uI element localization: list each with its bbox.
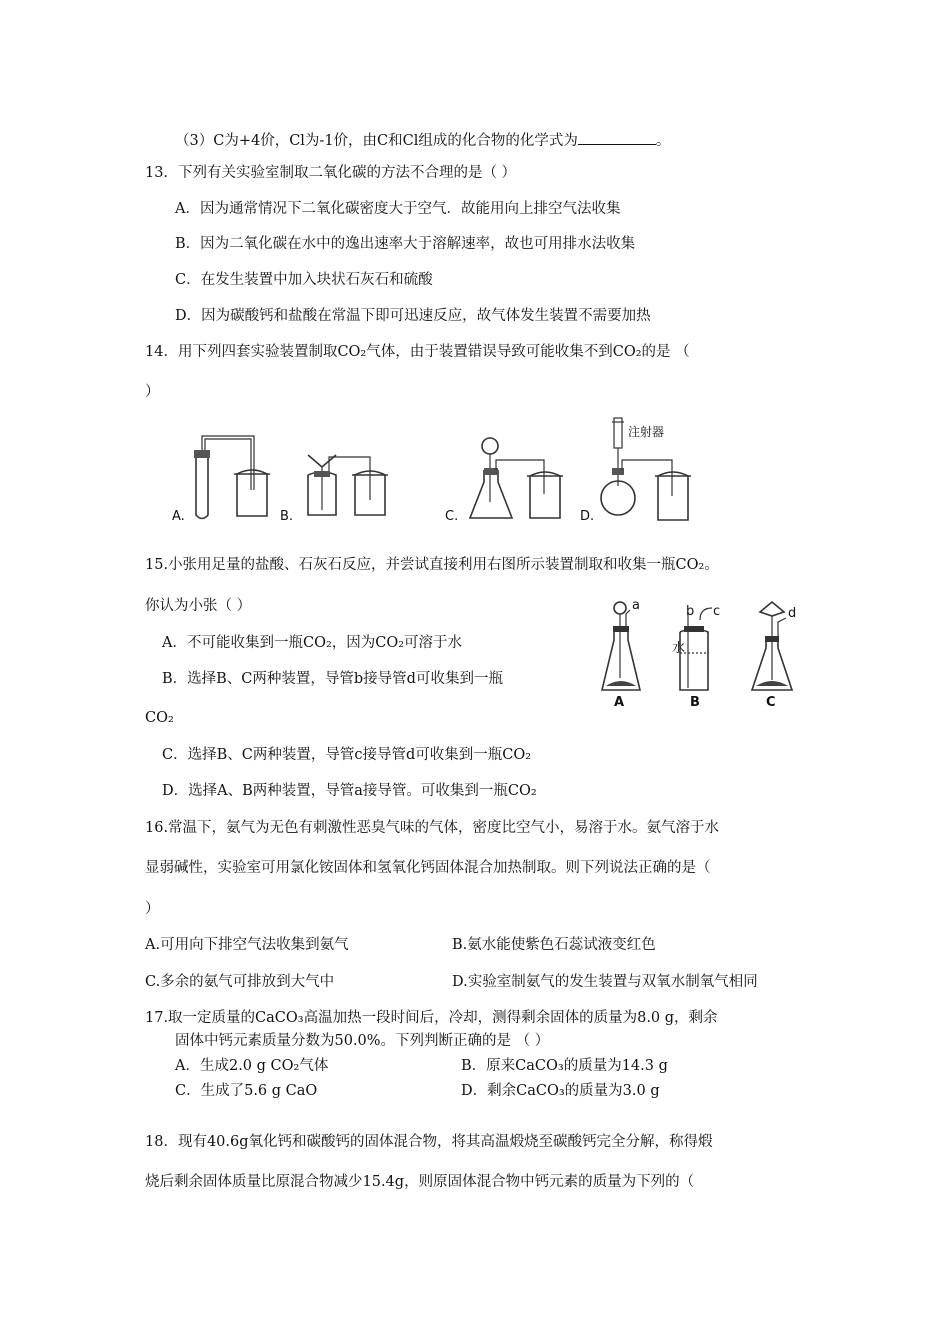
q15-stem2: 你认为小张（ ） xyxy=(145,598,252,614)
q15-option-c: C．选择B、C两种装置，导管c接导管d可收集到一瓶CO₂ xyxy=(162,747,532,763)
apparatus-a-figure xyxy=(190,430,270,525)
apparatus-a-label: A. xyxy=(172,509,185,524)
apparatus-b-label: B. xyxy=(280,509,294,524)
q17-option-b: B．原来CaCO₃的质量为14.3 g xyxy=(461,1058,668,1074)
q15-option-b: B．选择B、C两种装置，导管b接导管d可收集到一瓶 xyxy=(162,671,503,687)
q16-line2: 显弱碱性，实验室可用氯化铵固体和氢氧化钙固体混合加热制取。则下列说法正确的是（ xyxy=(145,860,711,876)
apparatus-d-label: D. xyxy=(580,509,595,524)
q12-item3-text: （3）C为+4价，Cl为-1价，由C和Cl组成的化合物的化学式为 xyxy=(175,133,578,149)
q16-option-d: D.实验室制氨气的发生装置与双氧水制氧气相同 xyxy=(452,974,758,990)
q15-tube-d-label: d xyxy=(788,606,797,621)
q17-option-c: C．生成了5.6 g CaO xyxy=(175,1083,318,1099)
q14-stem-end: ） xyxy=(145,384,160,400)
q16-line3: ） xyxy=(145,901,160,917)
q17-option-a: A．生成2.0 g CO₂气体 xyxy=(175,1058,329,1074)
q15-tube-c-label: c xyxy=(713,604,721,619)
q15-option-b-cont: CO₂ xyxy=(145,710,174,726)
q16-option-c: C.多余的氨气可排放到大气中 xyxy=(145,974,335,990)
q18-line2: 烧后剩余固体质量比原混合物减少15.4g，则原固体混合物中钙元素的质量为下列的（ xyxy=(145,1174,695,1190)
q15-tube-b-label: b xyxy=(686,604,695,619)
q15-device-a-label: A xyxy=(614,695,625,710)
q15-option-a: A．不可能收集到一瓶CO₂，因为CO₂可溶于水 xyxy=(162,635,463,651)
q16-option-a: A.可用向下排空气法收集到氨气 xyxy=(145,937,349,953)
q15-device-b-label: B xyxy=(690,695,700,710)
q13-option-c: C．在发生装置中加入块状石灰石和硫酸 xyxy=(175,272,433,288)
q17-line1: 17.取一定质量的CaCO₃高温加热一段时间后，冷却，测得剩余固体的质量为8.0 g，剩余 xyxy=(145,1010,718,1026)
q18-line1: 18．现有40.6g氧化钙和碳酸钙的固体混合物，将其高温煅烧至碳酸钙完全分解，称得煅 xyxy=(145,1134,713,1150)
q16-line1: 16.常温下，氨气为无色有刺激性恶臭气味的气体，密度比空气小，易溶于水。氨气溶于水 xyxy=(145,820,720,836)
q15-stem: 15.小张用足量的盐酸、石灰石反应，并尝试直接利用右图所示装置制取和收集一瓶CO₂。 xyxy=(145,557,719,573)
q15-device-c-label: C xyxy=(766,695,776,710)
q13-option-a: A．因为通常情况下二氧化碳密度大于空气．故能用向上排空气法收集 xyxy=(175,201,621,217)
apparatus-c-figure xyxy=(462,432,572,524)
q17-option-d: D．剩余CaCO₃的质量为3.0 g xyxy=(461,1083,660,1099)
q13-stem: 13．下列有关实验室制取二氧化碳的方法不合理的是（ ） xyxy=(145,165,517,181)
q13-option-d: D．因为碳酸钙和盐酸在常温下即可迅速反应，故气体发生装置不需要加热 xyxy=(175,308,651,324)
apparatus-c-label: C. xyxy=(445,509,459,524)
q12-item3 xyxy=(175,130,670,151)
apparatus-b-figure xyxy=(300,445,395,525)
q16-option-b: B.氨水能使紫色石蕊试液变红色 xyxy=(452,937,656,953)
q15-option-d: D．选择A、B两种装置，导管a接导管。可收集到一瓶CO₂ xyxy=(162,783,537,799)
answer-blank[interactable] xyxy=(578,130,656,145)
q17-line2: 固体中钙元素质量分数为50.0%。下列判断正确的是 （ ） xyxy=(175,1033,550,1049)
q15-water-label: 水 xyxy=(672,641,686,656)
q13-option-b: B．因为二氧化碳在水中的逸出速率大于溶解速率，故也可用排水法收集 xyxy=(175,236,636,252)
q12-item3-end: 。 xyxy=(655,133,671,149)
q14-stem: 14．用下列四套实验装置制取CO₂气体，由于装置错误导致可能收集不到CO₂的是 （ xyxy=(145,344,690,360)
q15-apparatus-figure xyxy=(600,598,805,710)
syringe-label: 注射器 xyxy=(628,425,665,439)
q15-tube-a-label: a xyxy=(632,598,640,613)
